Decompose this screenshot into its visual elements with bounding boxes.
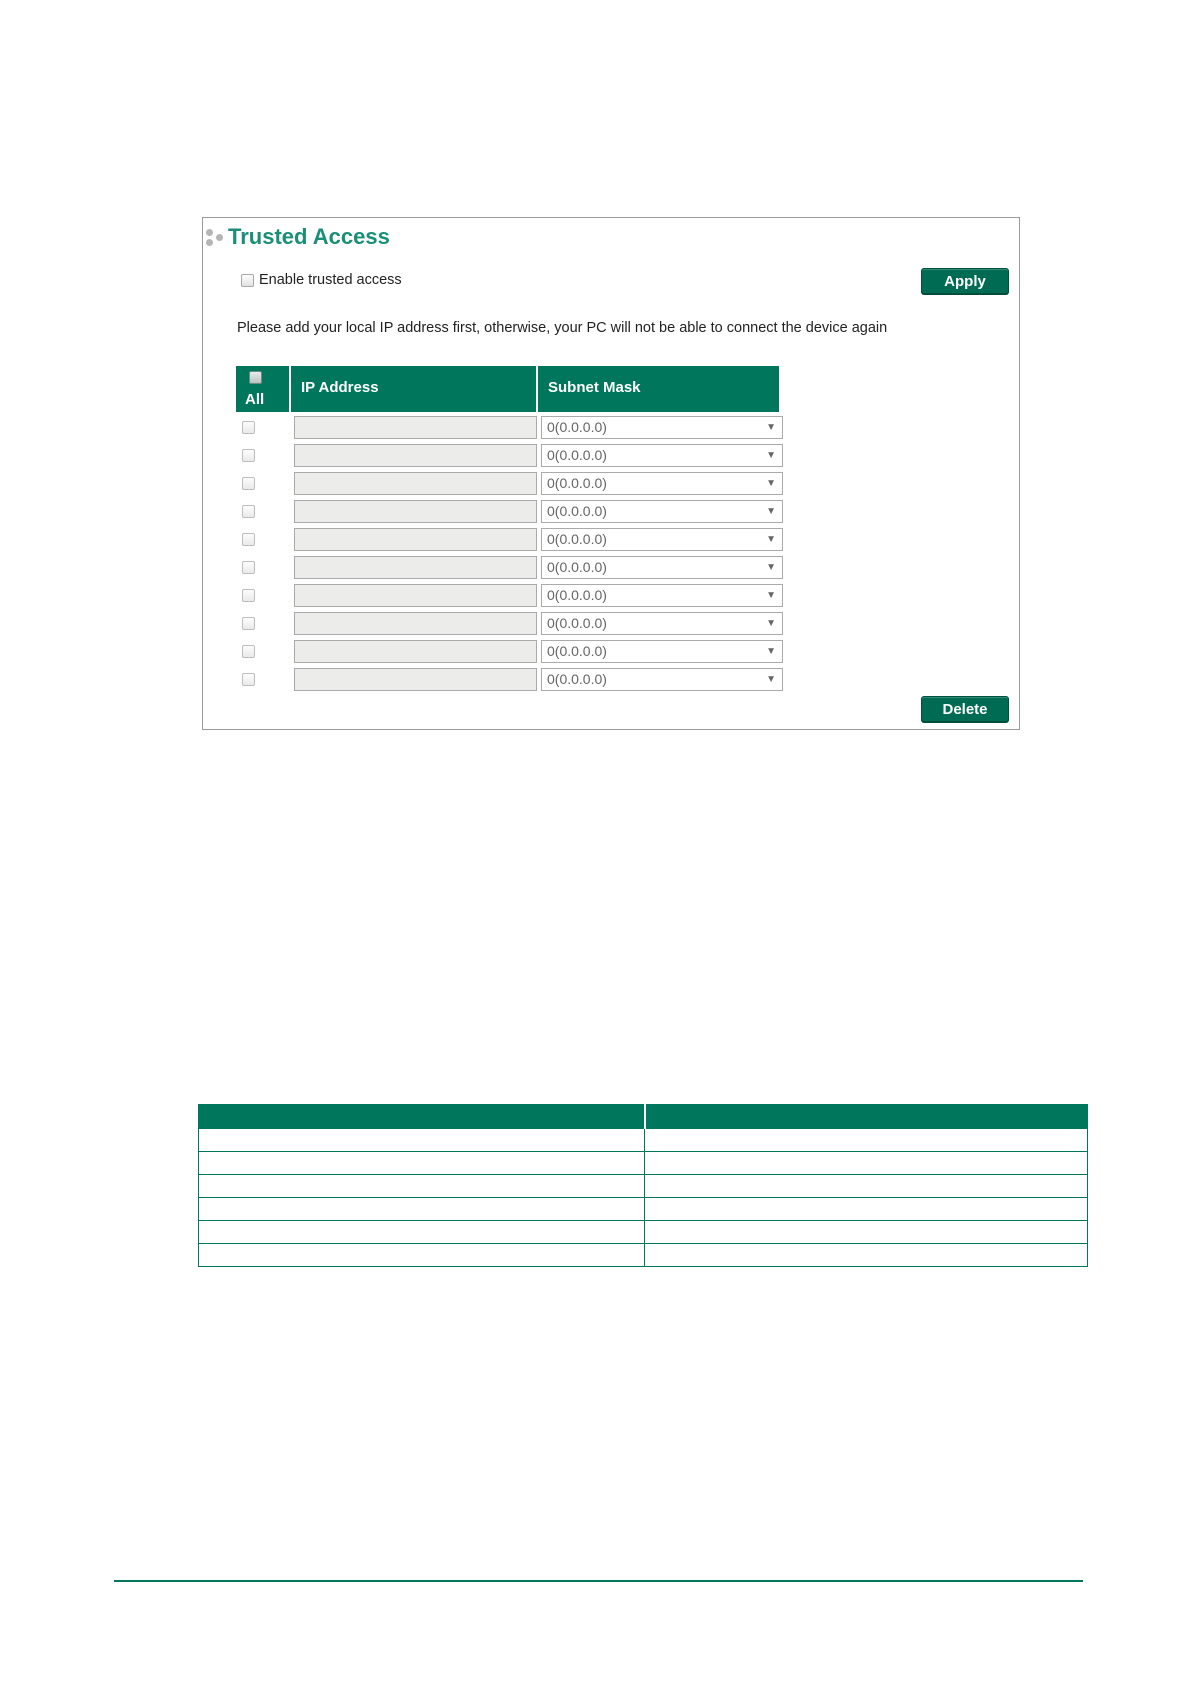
chevron-down-icon: ▼ xyxy=(766,450,776,461)
doc-table-header xyxy=(199,1105,1088,1129)
header-mask-label: Subnet Mask xyxy=(548,379,641,396)
subnet-mask-value: 0(0.0.0.0) xyxy=(547,615,607,631)
table-row xyxy=(203,638,1021,666)
subnet-mask-select[interactable] xyxy=(541,640,783,663)
doc-table xyxy=(198,1104,1088,1267)
doc-table-cell xyxy=(645,1152,1088,1175)
table-row xyxy=(203,554,1021,582)
row-select-checkbox[interactable] xyxy=(242,589,255,602)
doc-table-cell xyxy=(199,1221,645,1244)
row-select-checkbox[interactable] xyxy=(242,477,255,490)
header-all xyxy=(236,366,289,412)
doc-table-cell xyxy=(645,1129,1088,1152)
ip-address-input[interactable] xyxy=(294,528,537,551)
doc-table-cell xyxy=(199,1152,645,1175)
row-select-checkbox[interactable] xyxy=(242,421,255,434)
row-select-checkbox[interactable] xyxy=(242,561,255,574)
table-row xyxy=(203,498,1021,526)
chevron-down-icon: ▼ xyxy=(766,422,776,433)
subnet-mask-select[interactable] xyxy=(541,444,783,467)
subnet-mask-value: 0(0.0.0.0) xyxy=(547,503,607,519)
header-ip-address xyxy=(291,366,536,412)
apply-button[interactable]: Apply xyxy=(921,268,1009,294)
chevron-down-icon: ▼ xyxy=(766,506,776,517)
chevron-down-icon: ▼ xyxy=(766,590,776,601)
doc-table-header-cell xyxy=(645,1105,1088,1129)
ip-address-input[interactable] xyxy=(294,416,537,439)
doc-table-cell xyxy=(199,1198,645,1221)
ip-address-input[interactable] xyxy=(294,584,537,607)
subnet-mask-select[interactable] xyxy=(541,528,783,551)
chevron-down-icon: ▼ xyxy=(766,534,776,545)
select-all-checkbox[interactable] xyxy=(249,371,262,384)
table-row xyxy=(203,610,1021,638)
subnet-mask-value: 0(0.0.0.0) xyxy=(547,531,607,547)
ip-address-input[interactable] xyxy=(294,444,537,467)
bullet-dots-icon xyxy=(205,226,225,248)
header-subnet-mask xyxy=(538,366,779,412)
panel-title-row xyxy=(205,222,390,252)
doc-table-cell xyxy=(199,1244,645,1267)
header-all-label: All xyxy=(245,391,265,408)
row-select-checkbox[interactable] xyxy=(242,505,255,518)
subnet-mask-value: 0(0.0.0.0) xyxy=(547,671,607,687)
enable-trusted-access-label: Enable trusted access xyxy=(259,272,402,288)
ip-address-input[interactable] xyxy=(294,500,537,523)
doc-table-row xyxy=(199,1129,1088,1152)
doc-table-row xyxy=(199,1175,1088,1198)
subnet-mask-value: 0(0.0.0.0) xyxy=(547,447,607,463)
row-select-checkbox[interactable] xyxy=(242,645,255,658)
subnet-mask-select[interactable] xyxy=(541,472,783,495)
row-select-checkbox[interactable] xyxy=(242,449,255,462)
footer-divider xyxy=(114,1580,1083,1582)
doc-table-row xyxy=(199,1244,1088,1267)
subnet-mask-value: 0(0.0.0.0) xyxy=(547,643,607,659)
doc-table-header-cell xyxy=(199,1105,645,1129)
table-row xyxy=(203,526,1021,554)
subnet-mask-value: 0(0.0.0.0) xyxy=(547,419,607,435)
subnet-mask-select[interactable] xyxy=(541,584,783,607)
notice-text: Please add your local IP address first, otherwise, your PC will not be able to connect the device again xyxy=(237,320,888,336)
doc-table-cell xyxy=(645,1198,1088,1221)
row-select-checkbox[interactable] xyxy=(242,617,255,630)
subnet-mask-select[interactable] xyxy=(541,500,783,523)
subnet-mask-value: 0(0.0.0.0) xyxy=(547,475,607,491)
panel-title: Trusted Access xyxy=(228,224,390,249)
enable-trusted-access-checkbox[interactable] xyxy=(241,274,254,287)
doc-table-cell xyxy=(199,1129,645,1152)
ip-address-input[interactable] xyxy=(294,472,537,495)
subnet-mask-select[interactable] xyxy=(541,612,783,635)
subnet-mask-select[interactable] xyxy=(541,556,783,579)
doc-table-row xyxy=(199,1198,1088,1221)
ip-address-input[interactable] xyxy=(294,640,537,663)
delete-button[interactable]: Delete xyxy=(921,696,1009,722)
chevron-down-icon: ▼ xyxy=(766,646,776,657)
doc-table-cell xyxy=(645,1244,1088,1267)
chevron-down-icon: ▼ xyxy=(766,618,776,629)
trusted-access-panel xyxy=(202,217,1020,730)
doc-table-row xyxy=(199,1221,1088,1244)
ip-address-input[interactable] xyxy=(294,668,537,691)
row-select-checkbox[interactable] xyxy=(242,533,255,546)
table-row xyxy=(203,666,1021,694)
row-select-checkbox[interactable] xyxy=(242,673,255,686)
table-row xyxy=(203,442,1021,470)
doc-table-cell xyxy=(645,1175,1088,1198)
subnet-mask-select[interactable] xyxy=(541,668,783,691)
doc-table-body xyxy=(199,1129,1088,1267)
doc-table-cell xyxy=(199,1175,645,1198)
chevron-down-icon: ▼ xyxy=(766,478,776,489)
chevron-down-icon: ▼ xyxy=(766,562,776,573)
subnet-mask-value: 0(0.0.0.0) xyxy=(547,587,607,603)
ip-address-input[interactable] xyxy=(294,612,537,635)
chevron-down-icon: ▼ xyxy=(766,674,776,685)
ip-address-input[interactable] xyxy=(294,556,537,579)
doc-table-cell xyxy=(645,1221,1088,1244)
table-row xyxy=(203,470,1021,498)
table-row xyxy=(203,414,1021,442)
enable-trusted-access[interactable] xyxy=(241,272,402,288)
doc-table-row xyxy=(199,1152,1088,1175)
header-ip-label: IP Address xyxy=(301,379,379,396)
subnet-mask-select[interactable] xyxy=(541,416,783,439)
table-row xyxy=(203,582,1021,610)
subnet-mask-value: 0(0.0.0.0) xyxy=(547,559,607,575)
